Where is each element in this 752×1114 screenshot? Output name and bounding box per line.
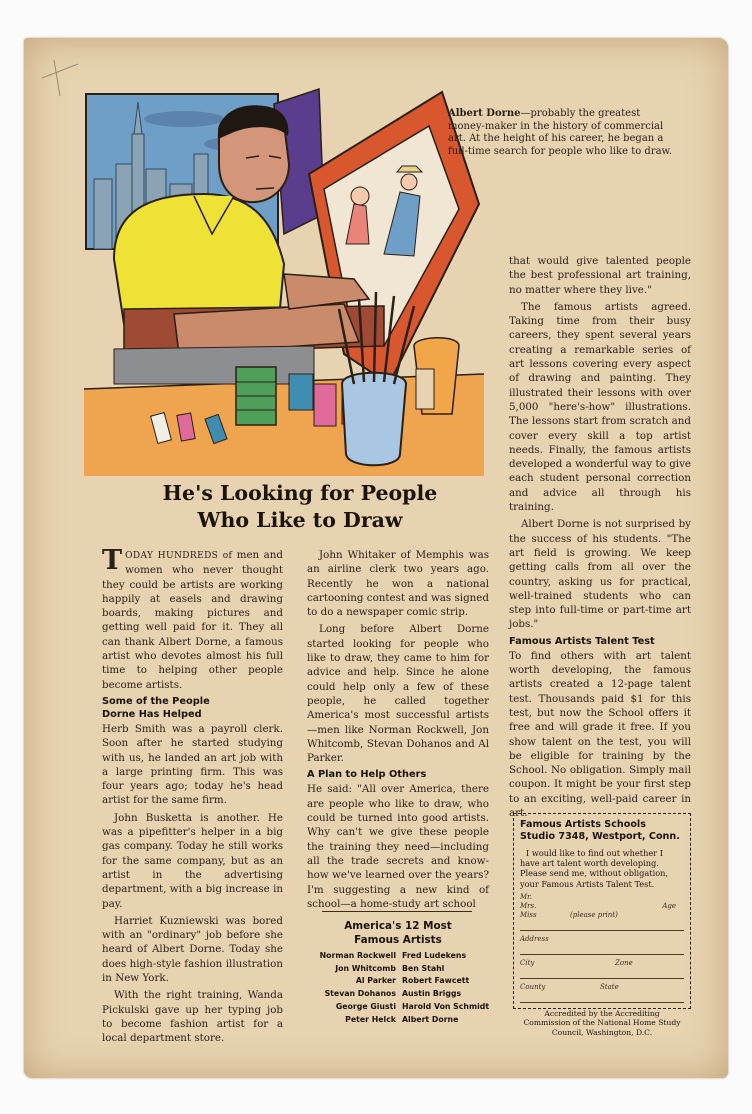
caption-name: Albert Dorne <box>448 108 521 119</box>
illustration-caption <box>448 108 680 158</box>
headline-line-1: He's Looking for People <box>162 481 438 505</box>
headline <box>100 480 500 534</box>
paragraph: To find others with art talent worth developing, the famous artists created a 12-page talent test. Thousands paid $1 for this test, but now the School offers it free and will grade it free. If you show talent on the test, you will be eligible for training by the School. No obligation. Simply mail coupon. It might be your first step to an exciting, well-paid career in art. <box>509 649 691 819</box>
paragraph: The famous artists agreed. Taking time from their busy careers, they spent several years creating a remarkable series of art lessons covering every aspect of drawing and painting. They illustrated their lessons with over 5,000 "here's-how" illustrations. The lessons start from scratch and cover every skill a top artist needs. Finally, the famous artists developed a wonderful way to give each student personal correction and advice all through his training. <box>509 300 691 514</box>
artist-row: George Giusti Harold Von Schmidt <box>335 1001 490 1011</box>
subhead-talent-test: Famous Artists Talent Test <box>509 635 655 647</box>
famous-artists-list <box>300 950 496 1026</box>
county-state-field[interactable]: County State <box>520 983 684 1003</box>
paragraph: With the right training, Wanda Pickulski gave up her typing job to become fashion artist for a local department store. <box>102 989 283 1045</box>
paragraph: Long before Albert Dorne started looking for people who like to draw, they came to him for advice and help. Since he alone could help only a few of these people, he called together America's most successful artists—men like Norman Rockwell, Jon Whitcomb, Stevan Dohanos and Al Parker. <box>307 623 489 765</box>
coupon-body: I would like to find out whether I have art talent worth developing. Please send me, without obligation, your Famous Artists Talent Test. <box>520 848 669 889</box>
artist-row: Norman Rockwell Fred Ludekens <box>319 951 467 960</box>
subhead-plan: A Plan to Help Others <box>307 769 427 781</box>
famous-artists-list-title: America's 12 Most Famous Artists <box>344 920 452 946</box>
paragraph: Albert Dorne is not surprised by the success of his students. "The art field is growing. We keep getting calls from all over the country, asking us for practical, well-trained students who can step into full-time or part-time art jobs." <box>509 518 691 631</box>
drop-cap: T <box>102 545 123 576</box>
headline-line-2: Who Like to Draw <box>197 508 403 532</box>
paragraph: Herb Smith was a payroll clerk. Soon after he started studying with us, he landed an art job with a large printing firm. This was four years ago; today he's head artist for the same firm. <box>102 722 283 807</box>
artist-row: Peter Helck Albert Dorne <box>345 1014 459 1024</box>
intro-lead-caps: ODAY HUNDREDS of <box>125 551 233 561</box>
paragraph: John Busketta is another. He was a pipefitter's helper in a big gas company. Today he still works for the same company, but as an artist in the advertising department, with a big increase in pay. <box>102 811 283 910</box>
paragraph: John Whitaker of Memphis was an airline clerk two years ago. Recently he won a national cartooning contest and was signed to do a newspaper comic strip. <box>307 549 489 619</box>
city-zone-field[interactable]: City Zone <box>520 959 684 979</box>
paragraph: He said: "All over America, there are people who like to draw, who could be turned into good artists. Why can't we give these people the training they need—including all the trade secrets and know-how we've learned over the years? I'm suggesting a new kind of school—a home-study art school <box>307 783 489 910</box>
artist-row: Stevan Dohanos Austin Briggs <box>324 989 462 999</box>
coupon-title: Famous Artists Schools Studio 7348, Westport, Conn. <box>520 819 680 842</box>
paragraph: Harriet Kuzniewski was bored with an "ordinary" job before she heard of Albert Dorne. Today she does high-style fashion illustration in New York. <box>102 914 283 985</box>
artist-row: Al Parker Robert Fawcett <box>355 976 470 986</box>
artist-row: Jon Whitcomb Ben Stahl <box>335 963 445 973</box>
column-2 <box>307 548 489 914</box>
address-field[interactable]: Address <box>520 935 684 955</box>
column-3 <box>509 254 691 823</box>
intro-text: men and women who never thought they could be artists are working happily at easels and drawing boards, making pictures and getting well paid for it. They all can thank Albert Dorne, a famous artist who devotes almost his full time to helping other people become artists. <box>102 549 283 691</box>
pencil-mark <box>40 58 80 98</box>
mail-coupon[interactable] <box>513 813 691 1037</box>
paragraph: that would give talented people the best professional art training, no matter where they live." <box>509 255 691 296</box>
column-1 <box>102 545 283 1049</box>
intro-paragraph <box>102 545 283 692</box>
name-field[interactable]: Mr. Mrs. Age Miss (please print) <box>520 893 684 931</box>
artist-illustration <box>84 84 484 476</box>
accreditation-note: Accredited by the Accrediting Commission of the National Home Study Council, Washington, D.C. <box>523 1008 681 1037</box>
caption-text: —probably the greatest money-maker in the history of commercial art. At the height of his career, he began a full-time search for people who like to draw. <box>448 108 673 157</box>
paint-tubes <box>151 413 227 444</box>
divider <box>322 911 472 912</box>
subhead-people-helped: Some of the People Dorne Has Helped <box>102 695 210 720</box>
